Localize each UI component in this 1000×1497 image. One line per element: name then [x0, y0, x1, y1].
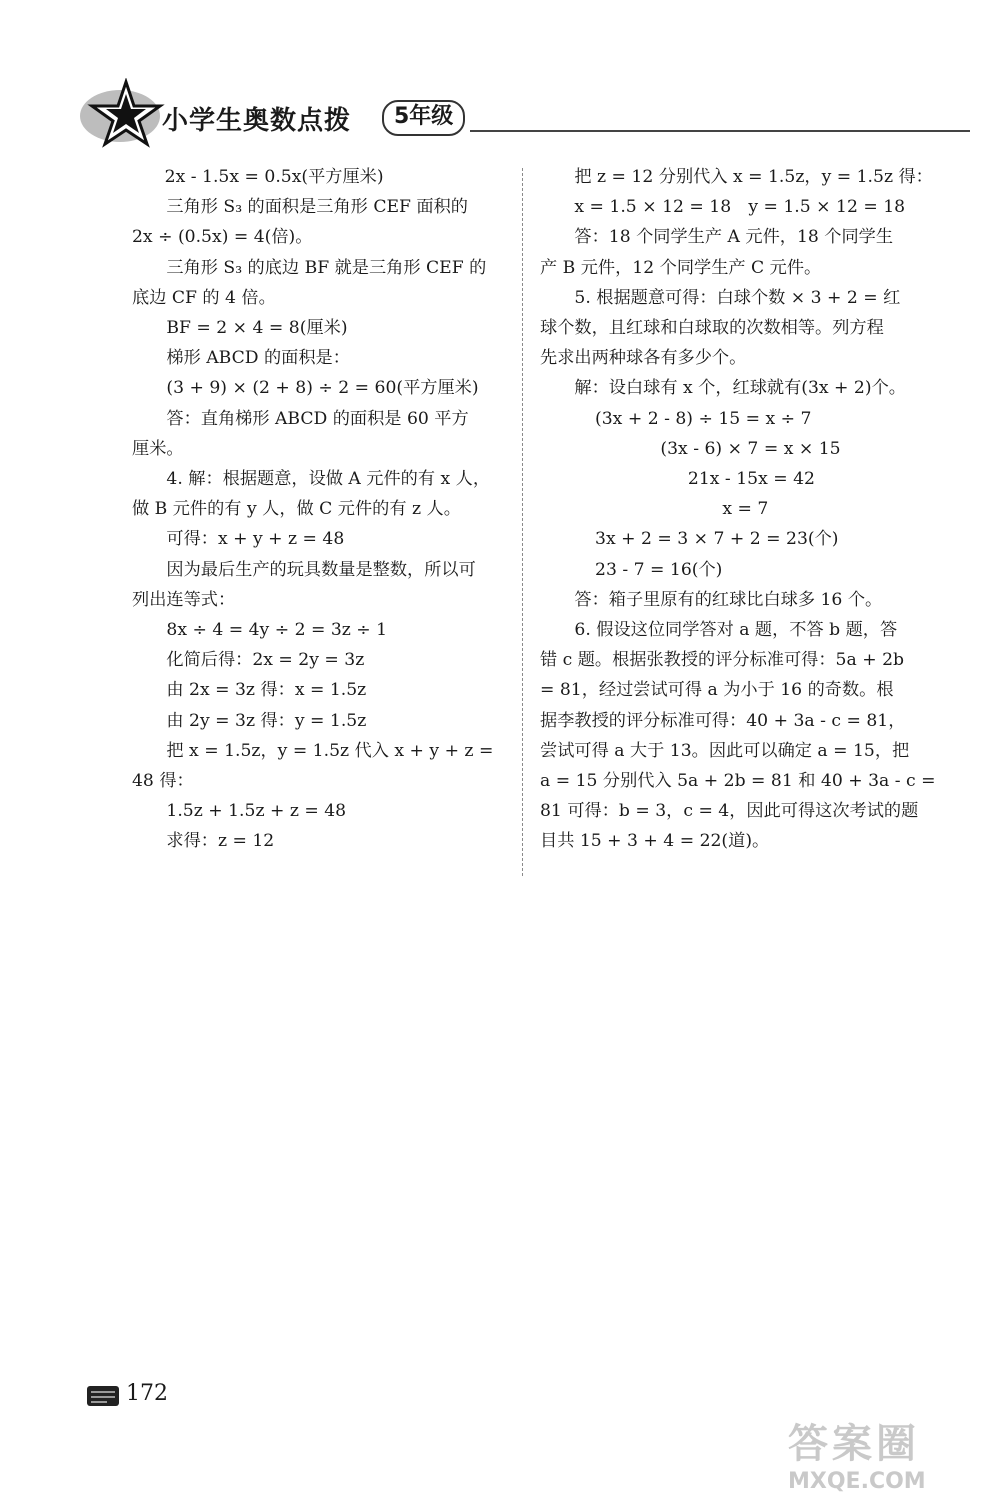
text-line: 8x ÷ 4 = 4y ÷ 2 = 3z ÷ 1: [166, 620, 388, 641]
text-line: 6. 假设这位同学答对 a 题，不答 b 题，答: [574, 620, 898, 641]
header-rule: [470, 130, 970, 132]
text-line: 2x - 1.5x = 0.5x(平方厘米): [164, 167, 384, 187]
text-line: 三角形 S₃ 的面积是三角形 CEF 面积的: [166, 197, 468, 218]
text-line: 三角形 S₃ 的底边 BF 就是三角形 CEF 的: [166, 257, 487, 278]
text-line: 目共 15 + 3 + 4 = 22(道)。: [540, 831, 770, 852]
text-line: x = 7: [722, 499, 769, 520]
watermark-text: 答案圈: [788, 1421, 920, 1467]
text-line: 4. 解：根据题意，设做 A 元件的有 x 人，: [166, 469, 491, 490]
text-line: (3x - 6) × 7 = x × 15: [660, 438, 841, 459]
text-line: 答：直角梯形 ABCD 的面积是 60 平方: [166, 408, 469, 429]
left-column: [132, 162, 502, 857]
text-line: 化简后得：2x = 2y = 3z: [166, 650, 365, 671]
text-line: 先求出两种球各有多少个。: [540, 348, 747, 369]
text-line: x = 1.5 × 12 = 18 y = 1.5 × 12 = 18: [574, 197, 906, 218]
book-brand-title: 小学生奥数点拨: [162, 106, 352, 136]
text-line: 梯形 ABCD 的面积是：: [166, 348, 350, 369]
text-line: 1.5z + 1.5z + z = 48: [166, 801, 347, 822]
text-line: 48 得：: [132, 771, 194, 792]
right-column: [540, 162, 936, 857]
watermark-url: MXQE.COM: [788, 1469, 926, 1494]
text-line: 列出连等式：: [132, 589, 236, 610]
text-line: 81 可得：b = 3，c = 4，因此可得这次考试的题: [540, 801, 919, 822]
text-line: 错 c 题。根据张教授的评分标准可得：5a + 2b: [540, 650, 905, 671]
text-line: 做 B 元件的有 y 人，做 C 元件的有 z 人。: [132, 499, 461, 520]
text-line: 21x - 15x = 42: [687, 469, 815, 490]
text-line: 由 2y = 3z 得：y = 1.5z: [166, 710, 367, 731]
text-line: 由 2x = 3z 得：x = 1.5z: [166, 680, 367, 701]
text-line: 3x + 2 = 3 × 7 + 2 = 23(个): [595, 529, 839, 550]
text-line: 求得：z = 12: [166, 831, 275, 852]
text-line: 解：设白球有 x 个，红球就有(3x + 2)个。: [574, 378, 906, 399]
text-line: 球个数，且红球和白球取的次数相等。列方程: [540, 318, 884, 339]
text-line: 尝试可得 a 大于 13。因此可以确定 a = 15，把: [540, 740, 910, 761]
grade-badge: 5年级: [382, 100, 465, 136]
text-line: 23 - 7 = 16(个): [595, 559, 723, 580]
text-line: 2x ÷ (0.5x) = 4(倍)。: [132, 227, 313, 248]
text-line: 因为最后生产的玩具数量是整数，所以可: [166, 559, 476, 580]
text-line: (3 + 9) × (2 + 8) ÷ 2 = 60(平方厘米): [166, 378, 479, 399]
text-line: 产 B 元件，12 个同学生产 C 元件。: [540, 257, 822, 278]
text-line: 5. 根据题意可得：白球个数 × 3 + 2 = 红: [574, 287, 901, 308]
text-line: 厘米。: [132, 438, 184, 459]
text-line: 可得：x + y + z = 48: [166, 529, 345, 550]
page-number: 172: [126, 1381, 168, 1406]
text-line: 据李教授的评分标准可得：40 + 3a - c = 81，: [540, 710, 906, 731]
text-line: (3x + 2 - 8) ÷ 15 = x ÷ 7: [595, 408, 812, 429]
text-line: = 81，经过尝试可得 a 为小于 16 的奇数。根: [540, 680, 894, 701]
watermark: [788, 1412, 988, 1492]
text-line: BF = 2 × 4 = 8(厘米): [166, 318, 348, 339]
text-line: 答：18 个同学生产 A 元件，18 个同学生: [574, 227, 894, 248]
page-header: [70, 78, 970, 148]
text-line: 底边 CF 的 4 倍。: [132, 287, 276, 308]
text-line: 把 x = 1.5z，y = 1.5z 代入 x + y + z =: [166, 740, 494, 761]
star-logo-icon: [78, 78, 168, 148]
text-line: a = 15 分别代入 5a + 2b = 81 和 40 + 3a - c =: [540, 771, 936, 792]
column-divider: [522, 168, 523, 876]
text-line: 把 z = 12 分别代入 x = 1.5z，y = 1.5z 得：: [574, 167, 933, 187]
book-icon: [86, 1385, 120, 1407]
text-line: 答：箱子里原有的红球比白球多 16 个。: [574, 589, 883, 610]
